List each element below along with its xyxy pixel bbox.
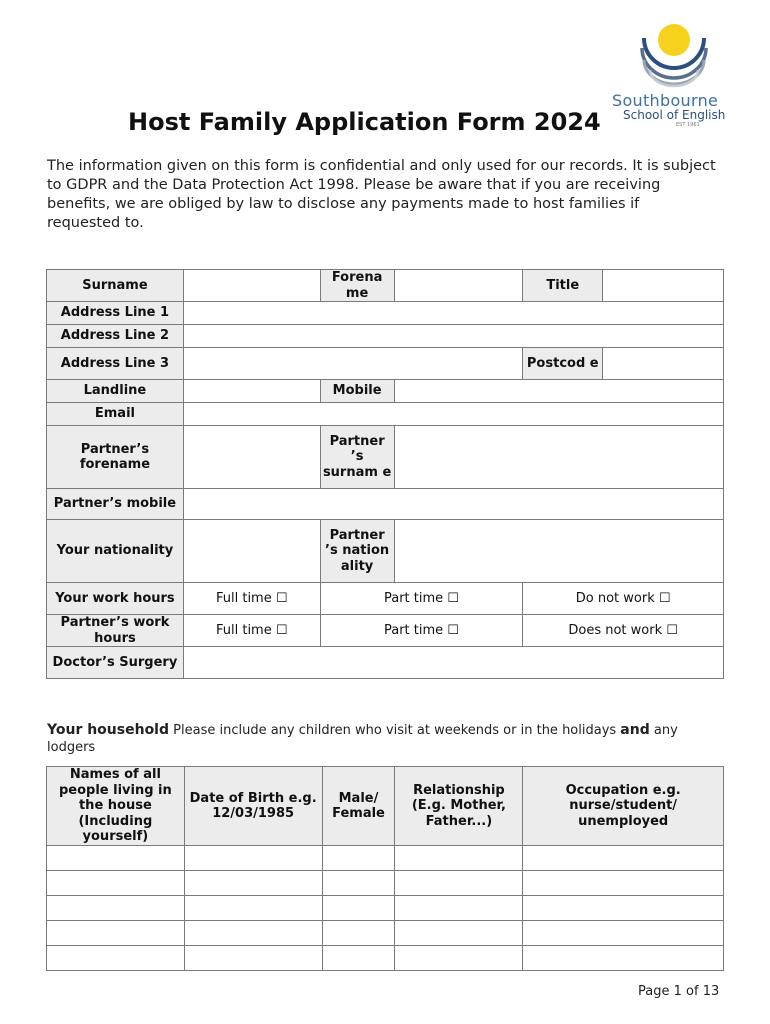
table-cell[interactable]: [523, 946, 724, 971]
partner-forename-field[interactable]: [183, 426, 320, 489]
page-prefix: Page: [638, 984, 674, 999]
table-row: [47, 520, 724, 583]
email-label: Email: [47, 403, 184, 426]
address-line-2-field[interactable]: [183, 325, 723, 348]
forename-field[interactable]: [394, 270, 523, 302]
doctors-surgery-label: Doctor’s Surgery: [47, 647, 184, 679]
column-header-occupation: Occupation e.g. nurse/student/ unemployed: [523, 767, 724, 846]
your-part-time-checkbox[interactable]: Part time ☐: [320, 583, 523, 615]
your-full-time-checkbox[interactable]: Full time ☐: [183, 583, 320, 615]
partner-does-not-work-checkbox[interactable]: Does not work ☐: [523, 615, 724, 647]
surname-field[interactable]: [183, 270, 320, 302]
address-line-3-label: Address Line 3: [47, 348, 184, 380]
table-row: [47, 403, 724, 426]
table-cell[interactable]: [184, 846, 322, 871]
partner-part-time-checkbox[interactable]: Part time ☐: [320, 615, 523, 647]
partner-work-hours-label: Partner’s work hours: [47, 615, 184, 647]
table-cell[interactable]: [184, 871, 322, 896]
table-row: [47, 871, 724, 896]
table-cell[interactable]: [184, 896, 322, 921]
table-cell[interactable]: [47, 871, 185, 896]
household-members-table: [46, 766, 724, 971]
intro-paragraph: The information given on this form is confidential and only used for our records. It is subject to GDPR and the Data Protection Act 1998. Please be aware that if you are receiving benefits, we are obliged by law to disclose any payments made to host families if requested to.: [47, 158, 716, 231]
postcode-field[interactable]: [603, 348, 724, 380]
landline-field[interactable]: [183, 380, 320, 403]
table-cell[interactable]: [395, 896, 523, 921]
page-of: of: [681, 984, 703, 999]
postcode-label: Postcod e: [523, 348, 603, 380]
table-cell[interactable]: [395, 846, 523, 871]
table-cell[interactable]: [523, 871, 724, 896]
partner-nationality-label: Partner ’s nation ality: [320, 520, 394, 583]
table-cell[interactable]: [47, 896, 185, 921]
address-line-2-label: Address Line 2: [47, 325, 184, 348]
table-row: [47, 846, 724, 871]
your-work-hours-label: Your work hours: [47, 583, 184, 615]
email-field[interactable]: [183, 403, 723, 426]
table-cell[interactable]: [523, 896, 724, 921]
table-cell[interactable]: [184, 921, 322, 946]
title-field[interactable]: [603, 270, 724, 302]
table-row: [47, 270, 724, 302]
school-logo: [610, 18, 740, 128]
address-line-3-field[interactable]: [183, 348, 522, 380]
page-title: Host Family Application Form 2024: [128, 108, 601, 136]
table-row: [47, 583, 724, 615]
table-cell[interactable]: [47, 946, 185, 971]
table-row: [47, 348, 724, 380]
table-cell[interactable]: [523, 921, 724, 946]
partner-mobile-label: Partner’s mobile: [47, 489, 184, 520]
table-row: [47, 489, 724, 520]
table-row: [47, 302, 724, 325]
table-cell[interactable]: [395, 921, 523, 946]
title-label: Title: [523, 270, 603, 302]
partner-surname-field[interactable]: [394, 426, 723, 489]
column-header-dob: Date of Birth e.g. 12/03/1985: [184, 767, 322, 846]
table-cell[interactable]: [322, 896, 395, 921]
column-header-names: Names of all people living in the house (Including yourself): [47, 767, 185, 846]
table-row: [47, 426, 724, 489]
table-cell[interactable]: [395, 871, 523, 896]
mobile-field[interactable]: [394, 380, 723, 403]
page-number: [638, 984, 719, 999]
table-cell[interactable]: [322, 846, 395, 871]
forename-label: Forena me: [320, 270, 394, 302]
household-instructions: [47, 722, 727, 756]
logo-brand: Southbourne: [612, 91, 719, 110]
table-cell[interactable]: [47, 846, 185, 871]
column-header-relationship: Relationship (E.g. Mother, Father...): [395, 767, 523, 846]
household-tail: any lodgers: [47, 723, 678, 755]
partner-mobile-field[interactable]: [183, 489, 723, 520]
logo-subtitle: School of English: [623, 108, 726, 122]
logo-sun-icon: [636, 18, 712, 90]
table-cell[interactable]: [322, 921, 395, 946]
table-cell[interactable]: [47, 921, 185, 946]
partner-full-time-checkbox[interactable]: Full time ☐: [183, 615, 320, 647]
your-do-not-work-checkbox[interactable]: Do not work ☐: [523, 583, 724, 615]
column-header-gender: Male/ Female: [322, 767, 395, 846]
your-nationality-label: Your nationality: [47, 520, 184, 583]
table-cell[interactable]: [322, 946, 395, 971]
your-nationality-field[interactable]: [183, 520, 320, 583]
household-text: Please include any children who visit at weekends or in the holidays: [169, 723, 621, 738]
table-row: [47, 896, 724, 921]
current-page: 1: [673, 984, 682, 999]
doctors-surgery-field[interactable]: [183, 647, 723, 679]
household-and: and: [620, 722, 650, 738]
household-heading: Your household: [47, 722, 170, 738]
total-pages: 13: [702, 984, 720, 999]
table-cell[interactable]: [184, 946, 322, 971]
table-row: [47, 647, 724, 679]
table-cell[interactable]: [523, 846, 724, 871]
applicant-details-table: [46, 269, 724, 679]
table-row: [47, 325, 724, 348]
partner-nationality-field[interactable]: [394, 520, 723, 583]
table-cell[interactable]: [395, 946, 523, 971]
address-line-1-field[interactable]: [183, 302, 723, 325]
table-row: [47, 946, 724, 971]
mobile-label: Mobile: [320, 380, 394, 403]
partner-forename-label: Partner’s forename: [47, 426, 184, 489]
table-row: [47, 615, 724, 647]
address-line-1-label: Address Line 1: [47, 302, 184, 325]
landline-label: Landline: [47, 380, 184, 403]
surname-label: Surname: [47, 270, 184, 302]
logo-est: EST 1961: [676, 122, 700, 128]
partner-surname-label: Partner ’s surnam e: [320, 426, 394, 489]
table-header-row: [47, 767, 724, 846]
table-row: [47, 380, 724, 403]
table-row: [47, 921, 724, 946]
table-cell[interactable]: [322, 871, 395, 896]
